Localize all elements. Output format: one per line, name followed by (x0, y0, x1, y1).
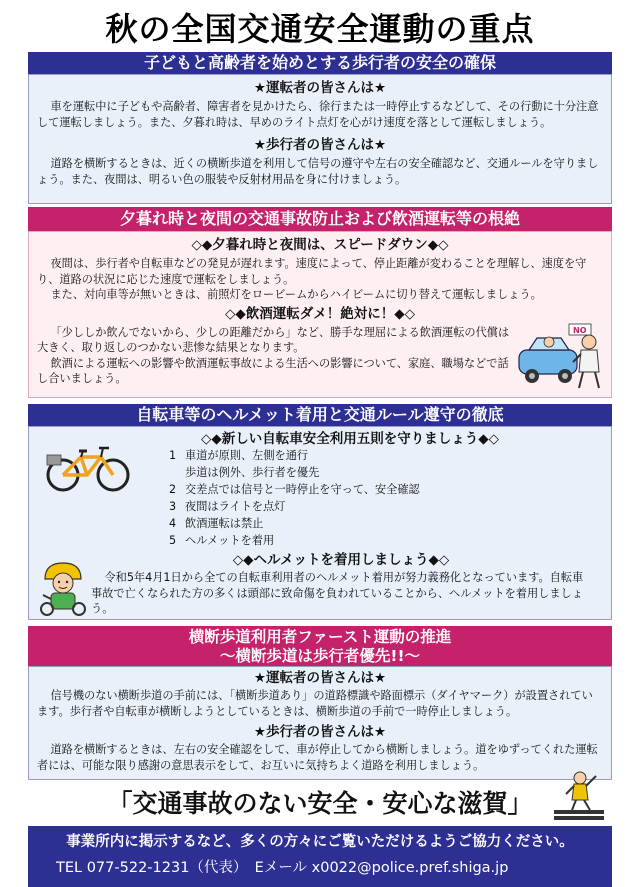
list-item (169, 498, 589, 515)
section4-drivers-text: 信号機のない横断歩道の手前には、「横断歩道あり」の道路標識や路面標示（ダイヤマーク）が設置されています。歩行者や自転車が横断しようとしているときは、横断歩道の手前で一時停止しましょう。 (37, 689, 593, 718)
rule-number (169, 464, 185, 481)
rule-text: 夜間はライトを点灯 (185, 500, 286, 513)
section2-drunk-subheading: ◇◆飲酒運転ダメ！絶対に！◆◇ (224, 305, 416, 322)
rule-number: 4 (169, 517, 177, 530)
section3-panel (28, 426, 612, 620)
drunk-driver-illustration (515, 322, 605, 392)
section3-heading (28, 404, 612, 426)
section3-rules-subheading: ◇◆新しい自転車安全利用五則を守りましょう◆◇ (200, 431, 500, 447)
section2-heading (28, 207, 612, 231)
section4-heading (28, 626, 612, 666)
section4-drivers-subheading: ★運転者の皆さんは★ (253, 670, 387, 686)
section1-pedestrians-text: 道路を横断するときは、近くの横断歩道を利用して信号の遵守や左右の安全確認など、交通ルールを守りましょう。また、夜間は、明るい色の服装や反射材用品を身に付けましょう。 (37, 157, 599, 186)
rule-text: ヘルメットを着用 (185, 534, 275, 547)
rule-number: 1 (169, 449, 177, 462)
section4-pedestrians-subheading: ★歩行者の皆さんは★ (253, 724, 387, 740)
crosswalk-pedestrian-illustration (550, 770, 608, 822)
section2-drunk-text2: 飲酒による運転への影響や飲酒運転事故による生活への影響について、家庭、職場などで話し合いましょう。 (37, 356, 509, 385)
section4-pedestrians-text: 道路を横断するときは、左右の安全確認をして、車が停止してから横断しましょう。道をゆずってくれた運転者には、可能な限り感謝の意思表示をして、お互いに気持ちよく道路を利用しましょう。 (37, 743, 598, 772)
rule-number: 5 (169, 534, 177, 547)
sign-label: NO (573, 326, 587, 335)
section2-drunk-text1: 「少ししか飲んでないから、少しの距離だから」など、勝手な理屈による飲酒運転の代償は大きく、取り返しのつかない悲惨な結果となります。 (37, 325, 510, 354)
slogan-area (28, 784, 612, 826)
section3-helmet-subheading: ◇◆ヘルメットを着用しましょう◆◇ (232, 552, 450, 568)
list-item (169, 447, 589, 464)
section3-helmet-text: 令和5年4月1日から全ての自転車利用者のヘルメット着用が努力義務化となっています。自転車事故で亡くなられた方の多くは頭部に致命傷を負われていることから、ヘルメットを着用しましょう。 (91, 571, 584, 615)
section1-heading (28, 52, 612, 74)
bicycle-rules-list (169, 447, 589, 549)
section1-heading-text: 子どもと高齢者を始めとする歩行者の安全の確保 (143, 53, 496, 72)
list-item (169, 464, 589, 481)
section4-heading-line2: ～横断歩道は歩行者優先!!～ (219, 647, 421, 665)
rule-number: 3 (169, 500, 177, 513)
section1-panel (28, 74, 612, 204)
list-item (169, 481, 589, 498)
list-item (169, 515, 589, 532)
section2-panel (28, 231, 612, 398)
slogan: 「交通事故のない安全・安心な滋賀」 (80, 784, 560, 824)
section2-speed-subheading: ◇◆夕暮れ時と夜間は、スピードダウン◆◇ (191, 237, 449, 253)
rule-text: 歩道は例外、歩行者を優先 (185, 466, 320, 479)
section1-drivers-subheading: ★運転者の皆さんは★ (253, 80, 387, 96)
footer-contact-text: TEL 077-522-1231（代表） Eメール x0022@police.pref.shiga.jp (56, 860, 509, 876)
page-title: 秋の全国交通安全運動の重点 (105, 10, 535, 48)
rule-text: 飲酒運転は禁止 (185, 517, 264, 530)
rule-number: 2 (169, 483, 177, 496)
section3-heading-text: 自転車等のヘルメット着用と交通ルール遵守の徹底 (136, 405, 504, 424)
bicycle-illustration (43, 441, 133, 493)
contact-footer (28, 826, 612, 887)
rule-text: 車道が原則、左側を通行 (185, 449, 309, 462)
helmet-child-illustration (35, 559, 91, 617)
section4-heading-line1: 横断歩道利用者ファースト運動の推進 (188, 628, 452, 646)
section4-panel (28, 666, 612, 780)
footer-request-text: 事業所内に掲示するなど、多くの方々にご覧いただけるようご協力ください。 (66, 834, 574, 850)
section2-speed-text2: また、対向車等が無いときは、前照灯をロービームからハイビームに切り替えて運転しましょう。 (50, 288, 542, 301)
section1-pedestrians-subheading: ★歩行者の皆さんは★ (253, 137, 387, 153)
section2-heading-text: 夕暮れ時と夜間の交通事故防止および飲酒運転等の根絶 (119, 209, 520, 228)
list-item (169, 532, 589, 549)
section1-drivers-text: 車を運転中に子どもや高齢者、障害者を見かけたら、徐行または一時停止するなどして、その行動に十分注意して運転しましょう。また、夕暮れ時は、早めのライト点灯を心がけ速度を落として運転しましょう。 (37, 100, 599, 129)
rule-text: 交差点では信号と一時停止を守って、安全確認 (185, 483, 420, 496)
section2-speed-text1: 夜間は、歩行者や自転車などの発見が遅れます。速度によって、停止距離が変わることを理解し、速度を守り、道路の状況に応じた速度で運転をしましょう。 (37, 257, 587, 286)
